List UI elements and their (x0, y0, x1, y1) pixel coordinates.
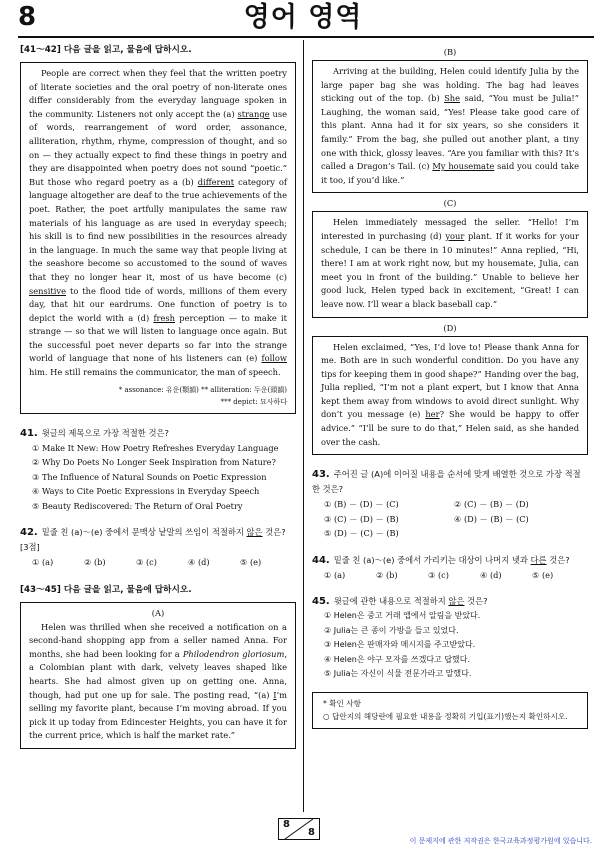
section-label-b: (B) (443, 47, 457, 57)
passage-box-c (312, 211, 588, 317)
copyright-notice: 이 문제지에 관한 저작권은 한국교육과정평가원에 있습니다. (409, 837, 592, 845)
option-41-4[interactable]: ④ Ways to Cite Poetic Expressions in Everyday Speech (32, 486, 260, 497)
confirm-text: ○ 답안지의 해당란에 필요한 내용을 정확히 기입(표기)했는지 확인하시오. (323, 711, 568, 721)
passage-box-b (312, 60, 588, 193)
option-42-3[interactable]: ③ (c) (136, 557, 157, 568)
footnotes (29, 384, 287, 408)
underline-b: different (197, 176, 235, 187)
footer-page-box (278, 818, 320, 840)
passage-box-a (20, 602, 296, 749)
underline-b: She (444, 93, 461, 104)
passage-box-d (312, 336, 588, 456)
question-text: 윗글의 제목으로 가장 적절한 것은? (41, 427, 169, 438)
set2-directions: [43～45] 다음 글을 읽고, 물음에 답하시오. (20, 584, 192, 595)
footnote-line-2: *** depict: 묘사하다 (220, 397, 287, 406)
option-42-5[interactable]: ⑤ (e) (240, 557, 262, 568)
option-43-2[interactable]: ② (C) － (B) － (D) (454, 499, 529, 510)
confirm-box (312, 692, 588, 729)
option-41-3[interactable]: ③ The Influence of Natural Sounds on Poetic Expression (32, 471, 267, 482)
underline-a: I (273, 689, 277, 700)
passage-box-poetry (20, 62, 296, 414)
page-title: 영어 영역 (243, 2, 363, 33)
option-42-2[interactable]: ② (b) (84, 557, 106, 568)
option-44-1[interactable]: ① (a) (324, 569, 346, 580)
option-44-4[interactable]: ④ (d) (480, 569, 502, 580)
option-43-4[interactable]: ④ (D) － (B) － (C) (454, 513, 529, 524)
option-44-2[interactable]: ② (b) (376, 569, 398, 580)
option-45-5[interactable]: ⑤ Julia는 자신이 식물 전문가라고 말했다. (324, 669, 472, 679)
passage-c: Helen immediately messaged the seller. “Hello! I’m interested in purchasing (d) your plant. If it works for your schedule, I can be there in 10 minutes!” Anna replied, “Hi, there! I am at work right now, but my housemate, Julia, can meet you in front of the building.” Unable to believe her good luck, Helen typed back in excitement, “Great! I can leave now. I’ll wear a black baseball cap.” (321, 217, 579, 309)
option-44-5[interactable]: ⑤ (e) (532, 569, 554, 580)
options-43 (312, 497, 588, 541)
options-44 (312, 568, 588, 583)
section-label-d: (D) (443, 322, 457, 333)
option-45-2[interactable]: ② Julia는 큰 종이 가방을 들고 있었다. (324, 625, 459, 635)
option-41-1[interactable]: ① Make It New: How Poetry Refreshes Everyday Language (32, 442, 279, 453)
underline-d: your (445, 230, 465, 241)
right-column (312, 40, 588, 729)
option-45-4[interactable]: ④ Helen은 야구 모자를 쓰겠다고 답했다. (324, 654, 471, 664)
question-45: 45. 윗글에 관한 내용으로 적절하지 않은 것은? ① Helen은 중고 거래 앱에서 알림을 받았다. ② Julia는 큰 종이 가방을 들고 있었다. ③ Helen은 판매자와 메시지를 주고받았다. ④ Helen은 야구 모자를 쓰겠다고 답했다. ⑤ Julia는 자신이 식물 전문가라고 말했다. (312, 594, 588, 682)
page-number: 8 (18, 2, 37, 32)
footer-page-number: 8 (283, 819, 290, 830)
option-43-3[interactable]: ③ (C) － (D) － (B) (324, 513, 399, 524)
question-number: 41. (20, 427, 38, 439)
passage-poetry: People are correct when they feel that the written poetry of literate societies and the oral poetry of non-literate ones differ considerably from the everyday language spoken in the community. Listeners not only accept the (a) strange use of words, rearrangement of word order, assonance, alliteration, rhythm, rhyme, compression of thought, and so on — they actually expect to find these things in poetry and they are disappointed when poetry does not sound “poetic.” But those who regard poetry as a (b) different category of language altogether are deaf to the true achievements of the poet. Rather, the poet artfully manipulates the same raw materials of his language as are used in everyday speech; his skill is to find new possibilities in the resources already in the language. In much the same way that people living at the seashore become so accustomed to the sound of waves that they no longer hear it, most of us have become (c) sensitive to the flood tide of words, millions of them every day, that hit our eardrums. One function of poetry is to depict the world with a (d) fresh perception — to make it strange — so that we will listen to language once again. But the successful poet never departs so far into the strange world of language that none of his listeners can (e) follow him. He still remains the communicator, the man of speech. (29, 68, 287, 378)
question-44: 44. 밑줄 친 (a)～(e) 중에서 가리키는 대상이 나머지 넷과 다른 것은? ① (a) ② (b) ③ (c) ④ (d) ⑤ (e) (312, 553, 588, 583)
underline-e: follow (261, 353, 287, 364)
question-41 (20, 426, 296, 514)
option-45-3[interactable]: ③ Helen은 판매자와 메시지를 주고받았다. (324, 640, 476, 650)
section-label-c: (C) (443, 198, 457, 209)
question-text: 주어진 글 (A)에 이어질 내용을 순서에 맞게 배열한 것으로 가장 적절한 것은? (312, 469, 581, 495)
option-41-2[interactable]: ② Why Do Poets No Longer Seek Inspiration from Nature? (32, 457, 276, 468)
question-number: 45. (312, 596, 330, 608)
set1-directions: [41～42] 다음 글을 읽고, 물음에 답하시오. (20, 45, 192, 55)
footer-total-pages: 8 (308, 827, 315, 838)
option-42-1[interactable]: ① (a) (32, 557, 54, 568)
underline-c: My housemate (432, 161, 495, 172)
option-41-5[interactable]: ⑤ Beauty Rediscovered: The Return of Oral Poetry (32, 500, 243, 511)
underline-e: her (425, 409, 440, 420)
question-number: 42. (20, 527, 38, 539)
left-column (20, 40, 296, 749)
option-42-4[interactable]: ④ (d) (188, 557, 210, 568)
options-42 (20, 555, 296, 570)
question-number: 43. (312, 469, 330, 481)
header-rule (18, 36, 594, 38)
underline-d: fresh (153, 312, 175, 323)
option-44-3[interactable]: ③ (c) (428, 569, 449, 580)
passage-b: Arriving at the building, Helen could identify Julia by the large paper bag she was holding. The bag had leaves sticking out of the top. (b) She said, “You must be Julia!” Laughing, the woman said, “Yes! Please take good care of this plant. Anna had it for six years, so she considers it family.” From the bag, she pulled out another plant, a tiny one with thick, glossy leaves. “Are you familiar with this? It’s called a Dragon’s Tail. (c) My housemate said you could take it too, if you’d like.” (321, 66, 579, 185)
confirm-title: * 확인 사항 (323, 698, 361, 708)
question-number: 44. (312, 554, 330, 566)
underline-a: strange (237, 108, 270, 119)
underline-c: sensitive (29, 285, 67, 296)
passage-d: Helen exclaimed, “Yes, I’d love to! Please thank Anna for me. Both are in such wonderful condition. Do you have any tips for keeping them in good shape?” Handing over the bag, Julia replied, “I’m not a plant expert, but I know that Anna kept them away from windows to avoid direct sunlight. Why don’t you message (e) her? She would be happy to offer advice.” “I’ll be sure to do that,” Helen said, as she handed over the cash. (321, 341, 580, 447)
question-42: 42. 밑줄 친 (a)～(e) 중에서 문맥상 낱말의 쓰임이 적절하지 않은 것은? [3점] ① (a) ② (b) ③ (c) ④ (d) ⑤ (e) (20, 525, 296, 570)
option-43-1[interactable]: ① (B) － (D) － (C) (324, 499, 399, 510)
section-label-a: (A) (151, 607, 165, 618)
question-43 (312, 467, 588, 541)
option-43-5[interactable]: ⑤ (D) － (C) － (B) (324, 528, 399, 539)
footnote-line-1: * assonance: 유운(類韻) ** alliteration: 두운(頭韻) (118, 385, 287, 394)
column-divider (303, 40, 304, 812)
option-45-1[interactable]: ① Helen은 중고 거래 앱에서 알림을 받았다. (324, 611, 481, 621)
passage-a: Helen was thrilled when she received a notification on a second-hand shopping app from a seller named Anna. For months, she had been looking for a Philodendron gloriosum, a Colombian plant with dark, velvety leaves shaped like hearts. She had almost given up on getting one. Anna, though, had put one up for sale. The posting read, “(a) I’m selling my favorite plant, because I’m moving abroad. If you pick it up today from Edincester Heights, you can have it for the current price, which is half the market rate.” (29, 621, 287, 741)
